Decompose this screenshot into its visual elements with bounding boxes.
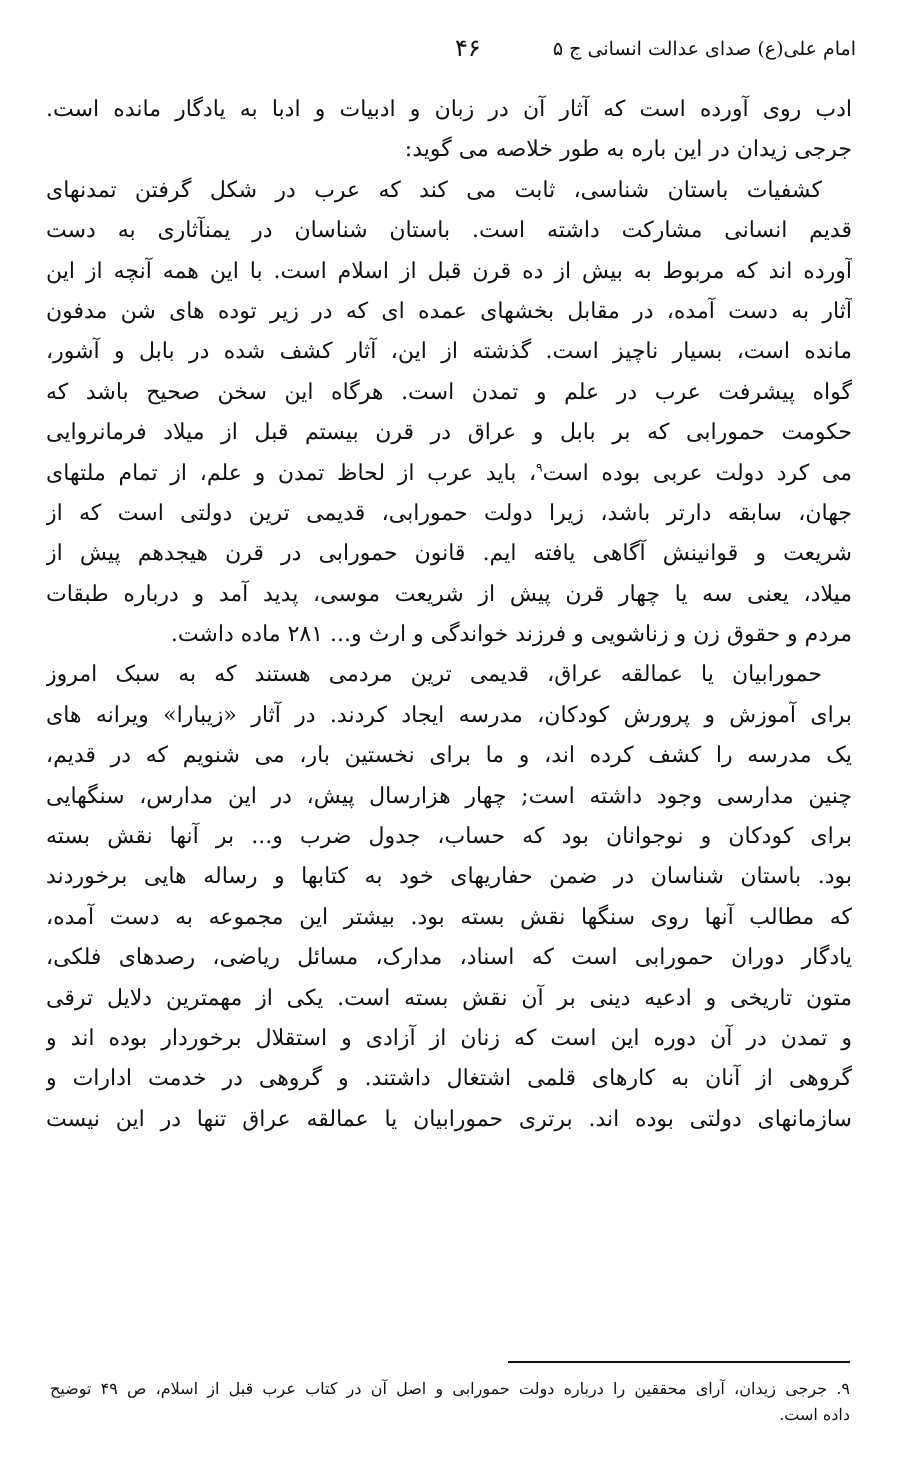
footnote-line: داده است. [779, 1405, 850, 1424]
text-segment: می کرد دولت عربی بوده است [542, 460, 852, 486]
text-line: و تمدن در آن دوره این است که زنان از آزادی و استقلال برخوردار بوده اند و [46, 1025, 852, 1051]
text-line: آثار به دست آمده، در مقابل بخشهای عمده ای که در زیر توده های شن مدفون [46, 298, 852, 324]
running-title: امام علی(ع) صدای عدالت انسانی ج ۵ [552, 38, 856, 60]
text-segment: ، باید عرب از لحاظ تمدن و علم، از تمام ملتهای [46, 460, 537, 486]
page-header [40, 34, 860, 78]
text-line: جهان، سابقه دارتر باشد، زیرا دولت حمورابی، قدیمی ترین دولتی است که از [46, 500, 852, 526]
text-line: چنین مدارسی وجود داشته است; چهار هزارسال پیش، در این مدارس، سنگهایی [46, 783, 852, 809]
text-line: که مطالب آنها روی سنگها نقش بسته بود. بیشتر این مجموعه به دست آمده، [46, 904, 852, 930]
text-line: یک مدرسه را کشف کرده اند، و ما برای نخستین بار، می شنویم که در قدیم، [46, 743, 852, 769]
text-line: یادگار دوران حمورابی است که اسناد، مدارک، مسائل ریاضی، رصدهای فلکی، [46, 945, 852, 971]
text-line: گواه پیشرفت عرب در علم و تمدن است. هرگاه این سخن صحیح باشد که [46, 379, 852, 405]
text-line: کشفیات باستان شناسی، ثابت می کند که عرب در شکل گرفتن تمدنهای [46, 177, 822, 203]
page-number: ۴۶ [455, 34, 481, 62]
footnote-divider [508, 1361, 850, 1363]
text-line: سازمانهای دولتی بوده اند. برتری حمورابیان یا عمالقه عراق تنها در این نیست [46, 1106, 852, 1132]
footnote-line: ۹. جرجی زیدان، آرای محققین را درباره دولت حمورابی و اصل آن در کتاب عرب قبل از اسلام، ص ۴۹ توضیح [50, 1379, 850, 1398]
footnote-reference[interactable]: ۹ [536, 460, 543, 475]
text-line: میلاد، یعنی سه یا چهار قرن پیش از شریعت موسی، پدید آمد و درباره طبقات [46, 581, 852, 607]
text-line-with-footnote [46, 454, 852, 494]
text-line: مانده است، بسیار ناچیز است. گذشته از این، آثار کشف شده در بابل و آشور، [46, 339, 852, 365]
text-line: گروهی از آنان به کارهای قلمی اشتغال داشتند. و گروهی در خدمت ادارات و [46, 1066, 852, 1092]
footnote [50, 1376, 850, 1428]
text-line: آورده اند که مربوط به بیش از ده قرن قبل از اسلام است. با این همه آنچه از این [46, 258, 852, 284]
text-line: برای کودکان و نوجوانان بود که حساب، جدول ضرب و... بر آنها نقش بسته [46, 824, 852, 850]
text-line: ادب روی آورده است که آثار آن در زبان و ادبیات و ادبا به یادگار مانده است. [46, 97, 852, 122]
body-text [46, 90, 852, 1140]
text-line: مردم و حقوق زن و زناشویی و فرزند خواندگی و ارث و... ۲۸۱ ماده داشت. [170, 622, 852, 648]
text-line: قدیم انسانی مشارکت داشته است. باستان شناسان در یمنآثاری به دست [46, 218, 852, 244]
text-line: حکومت حمورابی که بر بابل و عراق در قرن بیستم قبل از میلاد فرمانروایی [46, 420, 852, 446]
text-line: بود. باستان شناسان در ضمن حفاریهای خود به کتابها و رساله هایی برخوردند [46, 864, 852, 890]
text-line: برای آموزش و پرورش کودکان، مدرسه ایجاد کردند. در آثار «زیبارا» ویرانه های [46, 702, 852, 728]
text-line: متون تاریخی و ادعیه دینی بر آن نقش بسته است. یکی از مهمترین دلایل ترقی [46, 985, 852, 1011]
text-line: حمورابیان یا عمالقه عراق، قدیمی ترین مردمی هستند که به سبک امروز [46, 662, 822, 688]
text-line: جرجی زیدان در این باره به طور خلاصه می گوید: [404, 137, 852, 163]
text-line: شریعت و قوانینش آگاهی یافته ایم. قانون حمورابی در قرن هیجدهم پیش از [46, 541, 852, 567]
